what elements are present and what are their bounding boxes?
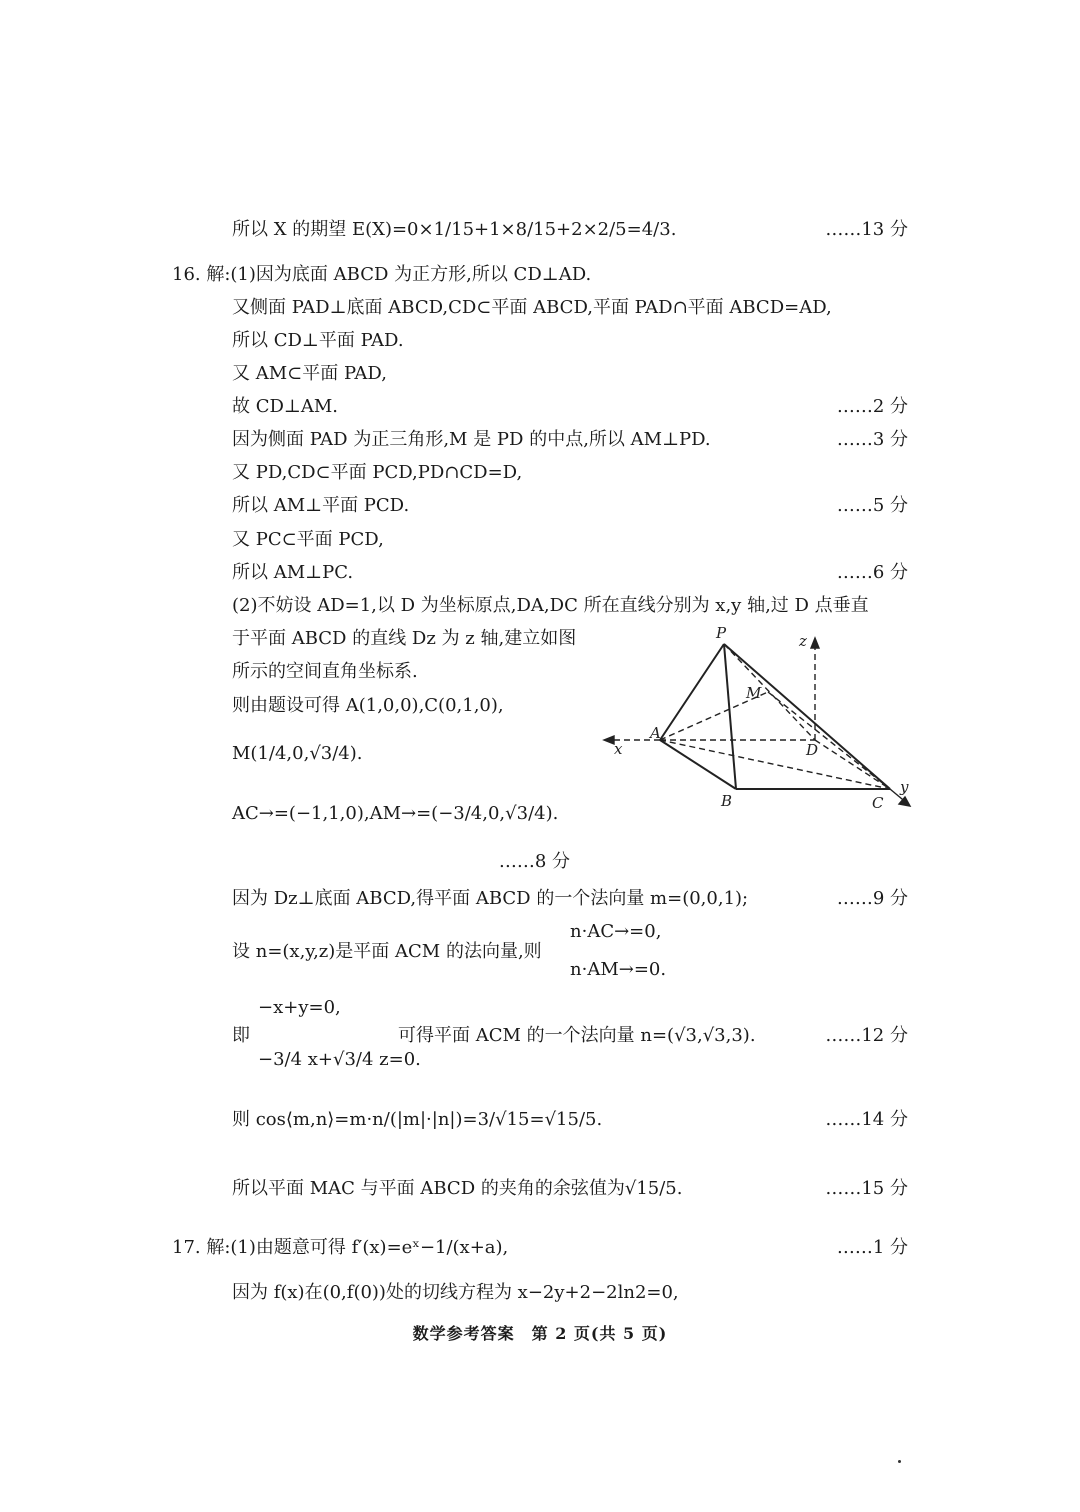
label-m: M [746,684,762,702]
text-line: M(1/4,0,√3/4). [232,743,363,764]
system-line: −3/4 x+√3/4 z=0. [258,1049,421,1070]
text-line: 故 CD⊥AM. [232,396,339,417]
page-footer: 数学参考答案 第 2 页(共 5 页) [412,1324,668,1343]
edge-dc [815,740,890,789]
text-line: 则由题设可得 A(1,0,0),C(0,1,0), [232,695,504,716]
system-line: n·AC→=0, [570,921,662,942]
text-line: 所以平面 MAC 与平面 ABCD 的夹角的余弦值为√15/5. [232,1178,683,1199]
text-line: 因为 f(x)在(0,f(0))处的切线方程为 x−2y+2−2ln2=0, [232,1282,679,1303]
text-line: 所以 AM⊥平面 PCD. [232,495,410,516]
text-line: 因为 Dz⊥底面 ABCD,得平面 ABCD 的一个法向量 m=(0,0,1); [232,888,749,909]
score-mark: ……14 分 [825,1109,908,1130]
text-line: 则 cos⟨m,n⟩=m·n/(|m|·|n|)=3/√15=√15/5. [232,1109,603,1130]
arrow-z-icon [811,638,819,648]
text-line: 又 PD,CD⊂平面 PCD,PD∩CD=D, [232,462,523,483]
score-mark: ……5 分 [836,495,908,516]
label-p: P [716,624,727,642]
score-mark: ……8 分 [498,851,570,872]
edge-pb [724,644,736,789]
label-b: B [721,792,733,810]
text-line: 又侧面 PAD⊥底面 ABCD,CD⊂平面 ABCD,平面 PAD∩平面 ABCD=AD, [232,297,832,318]
score-mark: ……2 分 [836,396,908,417]
edge-pc [724,644,890,789]
text-line: 可得平面 ACM 的一个法向量 n=(√3,√3,3). [398,1025,756,1046]
text-line: 即 [232,1025,250,1046]
score-mark: ……12 分 [825,1025,908,1046]
score-mark: ……1 分 [836,1237,908,1258]
arrow-x-icon [604,736,614,744]
text-line: 所以 CD⊥平面 PAD. [232,330,404,351]
edge-pd [724,644,815,740]
score-mark: ……9 分 [836,888,908,909]
score-mark: ……15 分 [825,1178,908,1199]
scan-dot [898,1460,901,1463]
edge-ac [660,740,890,789]
question-17-heading: 17. 解:(1)由题意可得 f′(x)=eˣ−1/(x+a), [172,1237,509,1258]
system-line: n·AM→=0. [570,959,667,980]
text-line: 又 AM⊂平面 PAD, [232,363,387,384]
score-mark: ……3 分 [836,429,908,450]
score-mark: ……13 分 [825,219,908,240]
system-line: −x+y=0, [258,997,341,1018]
text-line: 又 PC⊂平面 PCD, [232,529,384,550]
segment-mc [768,692,890,789]
label-c: C [872,794,884,812]
pyramid-figure [596,622,916,817]
label-y: y [900,778,909,796]
text-line: 于平面 ABCD 的直线 Dz 为 z 轴,建立如图 [232,628,577,649]
text-line: AC→=(−1,1,0),AM→=(−3/4,0,√3/4). [232,803,559,824]
text-line: 设 n=(x,y,z)是平面 ACM 的法向量,则 [232,941,542,962]
label-a: A [650,724,661,742]
label-x: x [614,740,623,758]
edge-ab [660,740,736,789]
text-line: 因为侧面 PAD 为正三角形,M 是 PD 的中点,所以 AM⊥PD. [232,429,711,450]
question-16-heading: 16. 解:(1)因为底面 ABCD 为正方形,所以 CD⊥AD. [172,264,592,285]
score-mark: ……6 分 [836,562,908,583]
text-line: 所以 AM⊥PC. [232,562,354,583]
text-line: (2)不妨设 AD=1,以 D 为坐标原点,DA,DC 所在直线分别为 x,y 轴,过 D 点垂直 [232,595,869,616]
label-d: D [806,741,819,759]
text-line: 所以 X 的期望 E(X)=0×1/15+1×8/15+2×2/5=4/3. [232,219,677,240]
label-z: z [799,632,807,650]
text-line: 所示的空间直角坐标系. [232,661,418,682]
